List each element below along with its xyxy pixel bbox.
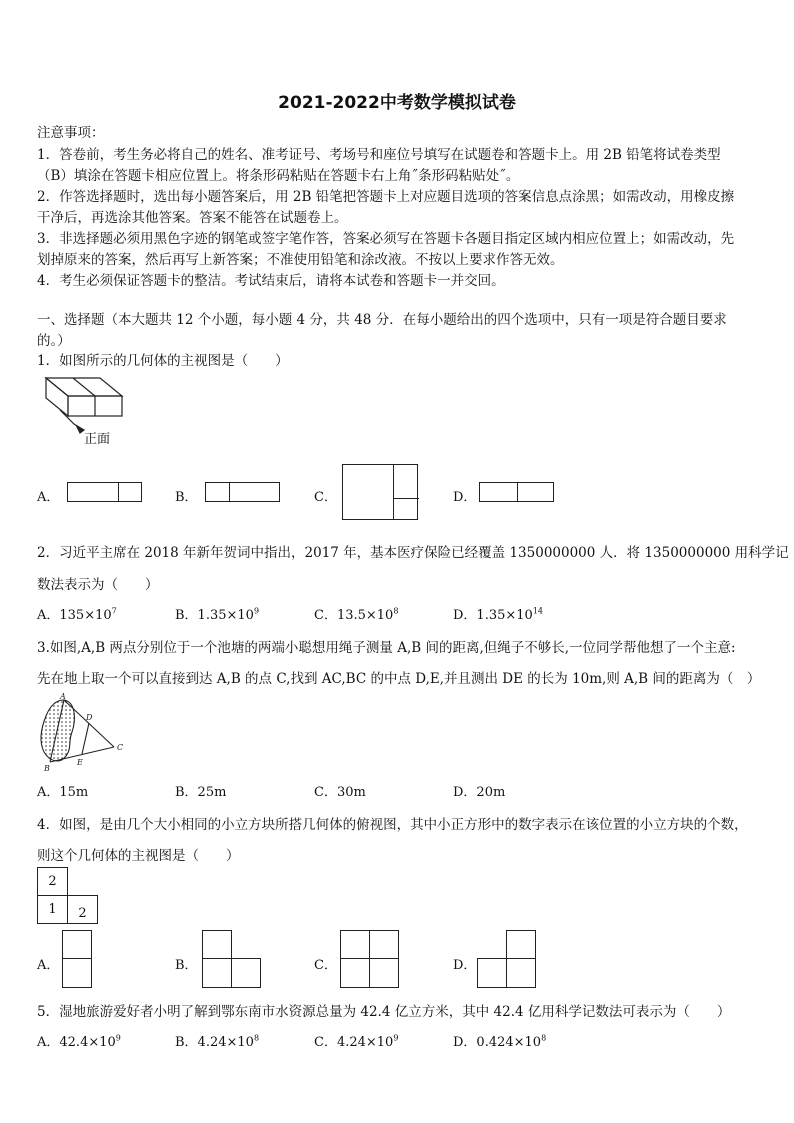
- notice-line: 2．作答选择题时，选出每小题答案后，用 2B 铅笔把答题卡上对应题目选项的答案信息点涂黑；如需改动，用橡皮擦: [37, 189, 735, 205]
- q3-stem-cont: 先在地上取一个可以直接到达 A,B 的点 C,找到 AC,BC 的中点 D,E,并且测出 DE 的长为 10m,则 A,B 间的距离为（ ）: [37, 671, 761, 687]
- q5-stem: 5．湿地旅游爱好者小明了解到鄂东南市水资源总量为 42.4 亿立方米，其中 42.4 亿用科学记数法可表示为（ ）: [37, 1004, 731, 1020]
- point-label-e: E: [77, 758, 83, 767]
- q1-stem: 1．如图所示的几何体的主视图是（ ）: [37, 353, 289, 369]
- q3-stem: 3.如图,A,B 两点分别位于一个池塘的两端小聪想用绳子测量 A,B 间的距离,但绳子不够长,一位同学帮他想了一个主意:: [37, 640, 736, 656]
- notice-line: 干净后，再选涂其他答案。答案不能答在试题卷上。: [37, 210, 348, 226]
- q2-stem: 2．习近平主席在 2018 年新年贺词中指出，2017 年，基本医疗保险已经覆盖 1350000000 人．将 1350000000 用科学记: [37, 545, 789, 561]
- q1-option-b[interactable]: B．: [175, 490, 198, 505]
- notice-line: （B）填涂在答题卡相应位置上。将条形码粘贴在答题卡右上角˝条形码粘贴处˝。: [37, 168, 520, 184]
- q4-option-d[interactable]: D．: [453, 958, 477, 973]
- q1-option-a[interactable]: A．: [37, 490, 60, 505]
- q4-option-a-figure: [62, 930, 92, 988]
- q5-option-d[interactable]: D．$0.424\times 10^8$: [453, 1033, 547, 1050]
- q4-option-a[interactable]: A．: [37, 958, 60, 973]
- q4-stem-cont: 则这个几何体的主视图是（ ）: [37, 848, 240, 864]
- q3-option-d[interactable]: D．20m: [453, 785, 506, 800]
- point-label-a: A: [60, 692, 66, 701]
- q1-option-b-figure: [205, 482, 280, 502]
- notice-line: 1．答卷前，考生务必将自己的姓名、准考证号、考场号和座位号填写在试题卷和答题卡上。用 2B 铅笔将试卷类型: [37, 147, 721, 163]
- top-view-cell: 2: [67, 895, 98, 924]
- q4-option-c[interactable]: C．: [314, 958, 337, 973]
- q2-option-b[interactable]: B．$1.35\times 10^9$: [175, 606, 260, 623]
- point-label-d: D: [86, 713, 93, 722]
- q2-option-a[interactable]: A．$135\times 10^7$: [37, 606, 117, 623]
- q3-option-c[interactable]: C．30m: [314, 785, 366, 800]
- q4-stem: 4．如图，是由几个大小相同的小立方块所搭几何体的俯视图，其中小正方形中的数字表示在该位置的小立方块的个数，: [37, 817, 748, 833]
- q5-option-a[interactable]: A．$42.4\times 10^9$: [37, 1033, 121, 1050]
- front-view-label: 正面: [84, 432, 111, 447]
- point-label-b: B: [44, 764, 50, 773]
- q1-option-d-figure: [479, 482, 554, 502]
- q4-option-b-figure: [202, 930, 261, 988]
- q4-option-b[interactable]: B．: [175, 958, 198, 973]
- q3-option-b[interactable]: B．25m: [175, 785, 227, 800]
- q3-pond-diagram: [36, 692, 128, 774]
- q2-stem-cont: 数法表示为（ ）: [37, 577, 159, 593]
- q3-option-a[interactable]: A．15m: [37, 785, 89, 800]
- section-header: 一、选择题（本大题共 12 个小题，每小题 4 分，共 48 分．在每小题给出的四个选项中，只有一项是符合题目要求: [37, 312, 727, 328]
- q1-option-c[interactable]: C．: [314, 490, 337, 505]
- q4-option-d-figure: [477, 930, 536, 988]
- q1-option-a-figure: [67, 482, 142, 502]
- notice-line: 3．非选择题必须用黑色字迹的钢笔或签字笔作答，答案必须写在答题卡各题目指定区域内相应位置上；如需改动，先: [37, 231, 735, 247]
- q1-option-d[interactable]: D．: [453, 490, 477, 505]
- q1-option-c-figure: [342, 464, 418, 520]
- q2-option-d[interactable]: D．$1.35\times 10^{14}$: [453, 606, 543, 623]
- q5-option-c[interactable]: C．$4.24\times 10^9$: [314, 1033, 399, 1050]
- q4-option-c-figure: [340, 930, 399, 988]
- top-view-cell: 1: [37, 895, 68, 924]
- notice-line: 4．考生必须保证答题卡的整洁。考试结束后，请将本试卷和答题卡一并交回。: [37, 273, 505, 289]
- page-title: 2021-2022中考数学模拟试卷: [278, 93, 516, 113]
- q2-option-c[interactable]: C．$13.5\times 10^8$: [314, 606, 399, 623]
- point-label-c: C: [117, 743, 124, 752]
- notice-line: 划掉原来的答案，然后再写上新答案；不准使用铅笔和涂改液。不按以上要求作答无效。: [37, 252, 564, 268]
- q5-option-b[interactable]: B．$4.24\times 10^8$: [175, 1033, 260, 1050]
- notice-heading: 注意事项：: [37, 125, 105, 141]
- top-view-cell: 2: [37, 867, 68, 896]
- q4-top-view: [37, 867, 99, 925]
- section-header-cont: 的。）: [37, 333, 71, 349]
